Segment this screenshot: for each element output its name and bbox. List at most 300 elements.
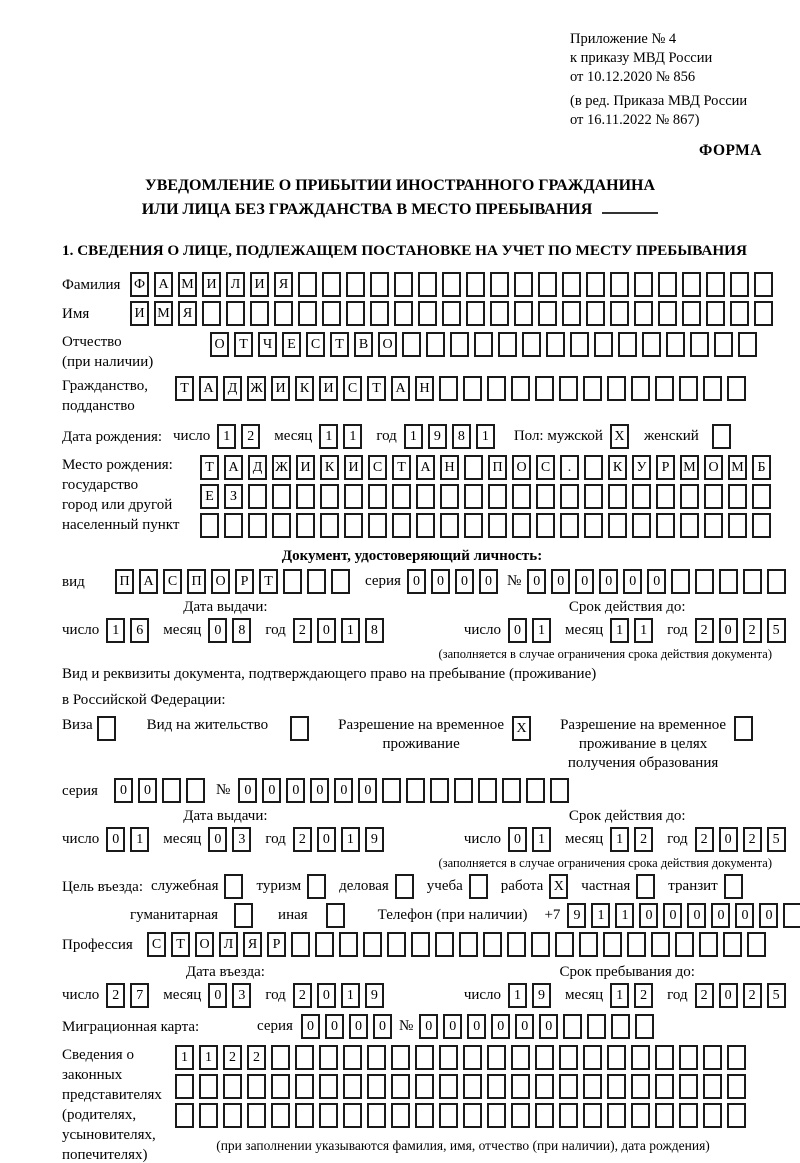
cell[interactable] — [295, 1045, 314, 1070]
cell[interactable]: 0 — [349, 1014, 368, 1039]
cell[interactable]: X — [610, 424, 629, 449]
cell[interactable] — [322, 272, 341, 297]
cell[interactable]: Н — [415, 376, 434, 401]
cell[interactable] — [415, 1074, 434, 1099]
cell[interactable] — [439, 1045, 458, 1070]
cell[interactable]: 0 — [334, 778, 353, 803]
cell[interactable] — [656, 484, 675, 509]
cell[interactable] — [679, 1045, 698, 1070]
cell[interactable]: И — [202, 272, 221, 297]
cell[interactable] — [706, 301, 725, 326]
cell[interactable]: 0 — [238, 778, 257, 803]
cell[interactable]: З — [224, 484, 243, 509]
cell[interactable]: 1 — [610, 983, 629, 1008]
cell[interactable] — [418, 272, 437, 297]
cell[interactable]: 2 — [293, 983, 312, 1008]
cell[interactable] — [487, 1045, 506, 1070]
cell[interactable] — [559, 1045, 578, 1070]
cell[interactable] — [536, 484, 555, 509]
cell[interactable]: 0 — [373, 1014, 392, 1039]
cell[interactable]: 0 — [467, 1014, 486, 1039]
cell[interactable]: 2 — [743, 827, 762, 852]
cell[interactable]: 0 — [419, 1014, 438, 1039]
cell[interactable] — [307, 569, 326, 594]
cell[interactable] — [511, 1103, 530, 1128]
cell[interactable]: 1 — [341, 827, 360, 852]
cell[interactable] — [394, 272, 413, 297]
cell[interactable]: 1 — [532, 618, 551, 643]
cell[interactable]: 0 — [431, 569, 450, 594]
cell[interactable] — [562, 272, 581, 297]
cell[interactable] — [607, 1103, 626, 1128]
cell[interactable] — [632, 513, 651, 538]
cell[interactable] — [271, 1045, 290, 1070]
cell[interactable] — [586, 301, 605, 326]
cell[interactable]: И — [271, 376, 290, 401]
cell[interactable] — [344, 513, 363, 538]
cell[interactable] — [464, 513, 483, 538]
cell[interactable] — [367, 1103, 386, 1128]
cell[interactable] — [550, 778, 569, 803]
cell[interactable]: 7 — [130, 983, 149, 1008]
cell[interactable] — [199, 1103, 218, 1128]
cell[interactable] — [296, 484, 315, 509]
cell[interactable] — [586, 272, 605, 297]
cell[interactable] — [611, 1014, 630, 1039]
cell[interactable] — [464, 455, 483, 480]
cell[interactable] — [343, 1045, 362, 1070]
cell[interactable] — [343, 1103, 362, 1128]
cell[interactable] — [416, 513, 435, 538]
cell[interactable]: Я — [274, 272, 293, 297]
cell[interactable] — [315, 932, 334, 957]
cell[interactable] — [391, 1103, 410, 1128]
cell[interactable] — [175, 1074, 194, 1099]
cell[interactable] — [655, 1045, 674, 1070]
cell[interactable]: М — [680, 455, 699, 480]
cell[interactable] — [723, 932, 742, 957]
cell[interactable]: 0 — [114, 778, 133, 803]
cell[interactable] — [200, 513, 219, 538]
cell[interactable]: 0 — [711, 903, 730, 928]
cell[interactable] — [752, 513, 771, 538]
cell[interactable] — [370, 272, 389, 297]
cell[interactable]: 1 — [341, 983, 360, 1008]
cell[interactable] — [320, 513, 339, 538]
cell[interactable] — [415, 1045, 434, 1070]
cell[interactable]: Т — [200, 455, 219, 480]
cell[interactable] — [703, 1103, 722, 1128]
cell[interactable] — [298, 272, 317, 297]
cell[interactable] — [583, 376, 602, 401]
cell[interactable] — [603, 932, 622, 957]
cell[interactable] — [224, 513, 243, 538]
cell[interactable] — [226, 301, 245, 326]
cell[interactable] — [752, 484, 771, 509]
cell[interactable]: 0 — [539, 1014, 558, 1039]
cell[interactable]: 0 — [623, 569, 642, 594]
cell[interactable]: Т — [392, 455, 411, 480]
cell[interactable] — [223, 1074, 242, 1099]
cell[interactable] — [703, 1045, 722, 1070]
cell[interactable] — [734, 716, 753, 741]
cell[interactable] — [382, 778, 401, 803]
cell[interactable]: О — [378, 332, 397, 357]
cell[interactable] — [703, 1074, 722, 1099]
cell[interactable] — [466, 272, 485, 297]
cell[interactable] — [250, 301, 269, 326]
cell[interactable] — [162, 778, 181, 803]
cell[interactable] — [459, 932, 478, 957]
cell[interactable] — [418, 301, 437, 326]
cell[interactable] — [395, 874, 414, 899]
cell[interactable] — [747, 932, 766, 957]
cell[interactable] — [618, 332, 637, 357]
cell[interactable]: 0 — [325, 1014, 344, 1039]
cell[interactable] — [507, 932, 526, 957]
cell[interactable]: Ж — [272, 455, 291, 480]
cell[interactable]: 2 — [241, 424, 260, 449]
cell[interactable]: 2 — [695, 983, 714, 1008]
cell[interactable]: 8 — [232, 618, 251, 643]
cell[interactable]: 2 — [293, 618, 312, 643]
cell[interactable] — [584, 484, 603, 509]
cell[interactable] — [514, 301, 533, 326]
cell[interactable]: 0 — [208, 827, 227, 852]
cell[interactable]: Л — [226, 272, 245, 297]
cell[interactable] — [370, 301, 389, 326]
cell[interactable] — [97, 716, 116, 741]
cell[interactable] — [343, 1074, 362, 1099]
cell[interactable]: 8 — [365, 618, 384, 643]
cell[interactable]: 0 — [575, 569, 594, 594]
cell[interactable]: 0 — [735, 903, 754, 928]
cell[interactable]: Т — [234, 332, 253, 357]
cell[interactable] — [680, 484, 699, 509]
cell[interactable]: 0 — [527, 569, 546, 594]
cell[interactable] — [411, 932, 430, 957]
cell[interactable] — [272, 513, 291, 538]
cell[interactable] — [679, 1074, 698, 1099]
cell[interactable] — [346, 272, 365, 297]
cell[interactable]: 0 — [719, 618, 738, 643]
cell[interactable]: М — [154, 301, 173, 326]
cell[interactable] — [490, 301, 509, 326]
cell[interactable]: П — [115, 569, 134, 594]
cell[interactable] — [727, 1103, 746, 1128]
cell[interactable]: А — [416, 455, 435, 480]
cell[interactable]: 0 — [647, 569, 666, 594]
cell[interactable] — [583, 1045, 602, 1070]
cell[interactable] — [675, 932, 694, 957]
cell[interactable]: Н — [440, 455, 459, 480]
cell[interactable]: В — [354, 332, 373, 357]
cell[interactable]: А — [224, 455, 243, 480]
cell[interactable]: 1 — [610, 618, 629, 643]
cell[interactable] — [247, 1103, 266, 1128]
cell[interactable] — [319, 1103, 338, 1128]
cell[interactable]: 0 — [491, 1014, 510, 1039]
cell[interactable]: О — [211, 569, 230, 594]
cell[interactable]: И — [250, 272, 269, 297]
cell[interactable]: . — [560, 455, 579, 480]
cell[interactable]: 0 — [407, 569, 426, 594]
cell[interactable]: 2 — [293, 827, 312, 852]
cell[interactable]: М — [178, 272, 197, 297]
cell[interactable] — [442, 272, 461, 297]
cell[interactable] — [679, 376, 698, 401]
cell[interactable] — [406, 778, 425, 803]
cell[interactable]: 1 — [591, 903, 610, 928]
cell[interactable] — [463, 1045, 482, 1070]
cell[interactable] — [511, 1074, 530, 1099]
cell[interactable] — [607, 1045, 626, 1070]
cell[interactable] — [291, 932, 310, 957]
cell[interactable] — [728, 484, 747, 509]
cell[interactable] — [248, 484, 267, 509]
cell[interactable]: Д — [248, 455, 267, 480]
cell[interactable] — [442, 301, 461, 326]
cell[interactable] — [391, 1074, 410, 1099]
cell[interactable] — [512, 513, 531, 538]
cell[interactable] — [488, 484, 507, 509]
cell[interactable]: Т — [367, 376, 386, 401]
cell[interactable] — [562, 301, 581, 326]
cell[interactable] — [450, 332, 469, 357]
cell[interactable] — [555, 932, 574, 957]
cell[interactable] — [610, 272, 629, 297]
cell[interactable] — [658, 272, 677, 297]
cell[interactable]: 0 — [551, 569, 570, 594]
cell[interactable] — [607, 1074, 626, 1099]
cell[interactable] — [743, 569, 762, 594]
cell[interactable] — [247, 1074, 266, 1099]
cell[interactable] — [490, 272, 509, 297]
cell[interactable]: 0 — [310, 778, 329, 803]
cell[interactable] — [511, 1045, 530, 1070]
cell[interactable] — [463, 1074, 482, 1099]
cell[interactable] — [387, 932, 406, 957]
cell[interactable] — [512, 484, 531, 509]
cell[interactable]: И — [130, 301, 149, 326]
cell[interactable] — [274, 301, 293, 326]
cell[interactable]: 0 — [138, 778, 157, 803]
cell[interactable] — [546, 332, 565, 357]
cell[interactable] — [392, 513, 411, 538]
cell[interactable] — [682, 272, 701, 297]
cell[interactable] — [559, 376, 578, 401]
cell[interactable] — [724, 874, 743, 899]
cell[interactable] — [487, 376, 506, 401]
cell[interactable]: 0 — [317, 618, 336, 643]
cell[interactable] — [583, 1103, 602, 1128]
cell[interactable]: 0 — [358, 778, 377, 803]
cell[interactable]: Б — [752, 455, 771, 480]
cell[interactable]: С — [147, 932, 166, 957]
cell[interactable]: 0 — [479, 569, 498, 594]
cell[interactable]: 0 — [599, 569, 618, 594]
cell[interactable] — [224, 874, 243, 899]
cell[interactable]: Л — [219, 932, 238, 957]
cell[interactable] — [535, 376, 554, 401]
cell[interactable] — [631, 1045, 650, 1070]
cell[interactable]: 0 — [719, 827, 738, 852]
cell[interactable]: X — [512, 716, 531, 741]
cell[interactable] — [307, 874, 326, 899]
cell[interactable] — [392, 484, 411, 509]
cell[interactable]: 1 — [404, 424, 423, 449]
cell[interactable] — [326, 903, 345, 928]
cell[interactable] — [730, 272, 749, 297]
cell[interactable]: 2 — [247, 1045, 266, 1070]
cell[interactable]: 0 — [317, 827, 336, 852]
cell[interactable]: 1 — [106, 618, 125, 643]
cell[interactable] — [655, 1074, 674, 1099]
cell[interactable]: 9 — [567, 903, 586, 928]
cell[interactable]: 3 — [232, 983, 251, 1008]
cell[interactable] — [469, 874, 488, 899]
cell[interactable]: Т — [171, 932, 190, 957]
cell[interactable] — [538, 272, 557, 297]
cell[interactable]: Р — [267, 932, 286, 957]
cell[interactable] — [632, 484, 651, 509]
cell[interactable] — [271, 1074, 290, 1099]
cell[interactable] — [346, 301, 365, 326]
cell[interactable] — [535, 1103, 554, 1128]
cell[interactable] — [296, 513, 315, 538]
cell[interactable] — [584, 455, 603, 480]
cell[interactable]: 1 — [175, 1045, 194, 1070]
cell[interactable]: 0 — [286, 778, 305, 803]
cell[interactable]: 2 — [743, 618, 762, 643]
cell[interactable] — [560, 513, 579, 538]
cell[interactable] — [642, 332, 661, 357]
cell[interactable] — [704, 513, 723, 538]
cell[interactable]: Я — [178, 301, 197, 326]
cell[interactable] — [430, 778, 449, 803]
cell[interactable] — [454, 778, 473, 803]
cell[interactable] — [368, 484, 387, 509]
cell[interactable] — [234, 903, 253, 928]
cell[interactable] — [464, 484, 483, 509]
cell[interactable]: 0 — [106, 827, 125, 852]
cell[interactable]: К — [320, 455, 339, 480]
cell[interactable]: А — [154, 272, 173, 297]
cell[interactable] — [563, 1014, 582, 1039]
cell[interactable]: 5 — [767, 983, 786, 1008]
cell[interactable] — [570, 332, 589, 357]
cell[interactable] — [319, 1045, 338, 1070]
cell[interactable]: О — [512, 455, 531, 480]
cell[interactable] — [634, 272, 653, 297]
cell[interactable] — [666, 332, 685, 357]
cell[interactable] — [272, 484, 291, 509]
cell[interactable]: 2 — [106, 983, 125, 1008]
cell[interactable] — [767, 569, 786, 594]
cell[interactable] — [608, 484, 627, 509]
cell[interactable] — [635, 1014, 654, 1039]
cell[interactable]: 0 — [301, 1014, 320, 1039]
cell[interactable] — [271, 1103, 290, 1128]
cell[interactable] — [631, 376, 650, 401]
cell[interactable]: 0 — [262, 778, 281, 803]
cell[interactable]: Т — [330, 332, 349, 357]
cell[interactable]: О — [704, 455, 723, 480]
cell[interactable]: С — [306, 332, 325, 357]
cell[interactable] — [679, 1103, 698, 1128]
cell[interactable]: А — [139, 569, 158, 594]
cell[interactable]: 1 — [130, 827, 149, 852]
cell[interactable]: 1 — [343, 424, 362, 449]
cell[interactable]: С — [536, 455, 555, 480]
cell[interactable]: 0 — [515, 1014, 534, 1039]
cell[interactable]: И — [296, 455, 315, 480]
cell[interactable] — [426, 332, 445, 357]
cell[interactable] — [478, 778, 497, 803]
cell[interactable] — [439, 1103, 458, 1128]
cell[interactable]: Ж — [247, 376, 266, 401]
cell[interactable]: П — [488, 455, 507, 480]
cell[interactable] — [466, 301, 485, 326]
cell[interactable] — [199, 1074, 218, 1099]
cell[interactable] — [440, 513, 459, 538]
cell[interactable]: 0 — [639, 903, 658, 928]
cell[interactable]: 1 — [610, 827, 629, 852]
cell[interactable] — [682, 301, 701, 326]
cell[interactable] — [704, 484, 723, 509]
cell[interactable] — [535, 1045, 554, 1070]
cell[interactable] — [627, 932, 646, 957]
cell[interactable]: 1 — [319, 424, 338, 449]
cell[interactable] — [535, 1074, 554, 1099]
cell[interactable] — [538, 301, 557, 326]
cell[interactable] — [714, 332, 733, 357]
cell[interactable] — [368, 513, 387, 538]
cell[interactable]: 1 — [199, 1045, 218, 1070]
cell[interactable] — [680, 513, 699, 538]
cell[interactable] — [416, 484, 435, 509]
cell[interactable]: С — [343, 376, 362, 401]
cell[interactable] — [594, 332, 613, 357]
cell[interactable] — [608, 513, 627, 538]
cell[interactable] — [439, 1074, 458, 1099]
cell[interactable]: Т — [175, 376, 194, 401]
cell[interactable] — [186, 778, 205, 803]
cell[interactable] — [498, 332, 517, 357]
cell[interactable] — [712, 424, 731, 449]
cell[interactable] — [283, 569, 302, 594]
cell[interactable] — [610, 301, 629, 326]
cell[interactable]: 9 — [365, 983, 384, 1008]
cell[interactable]: 2 — [634, 983, 653, 1008]
cell[interactable]: Е — [200, 484, 219, 509]
cell[interactable] — [440, 484, 459, 509]
cell[interactable] — [463, 1103, 482, 1128]
cell[interactable] — [531, 932, 550, 957]
cell[interactable] — [248, 513, 267, 538]
cell[interactable] — [295, 1103, 314, 1128]
cell[interactable]: 0 — [208, 983, 227, 1008]
cell[interactable] — [322, 301, 341, 326]
cell[interactable] — [634, 301, 653, 326]
cell[interactable]: 1 — [615, 903, 634, 928]
cell[interactable] — [738, 332, 757, 357]
cell[interactable] — [435, 932, 454, 957]
cell[interactable] — [754, 301, 773, 326]
cell[interactable] — [415, 1103, 434, 1128]
cell[interactable]: 9 — [532, 983, 551, 1008]
cell[interactable]: 1 — [341, 618, 360, 643]
